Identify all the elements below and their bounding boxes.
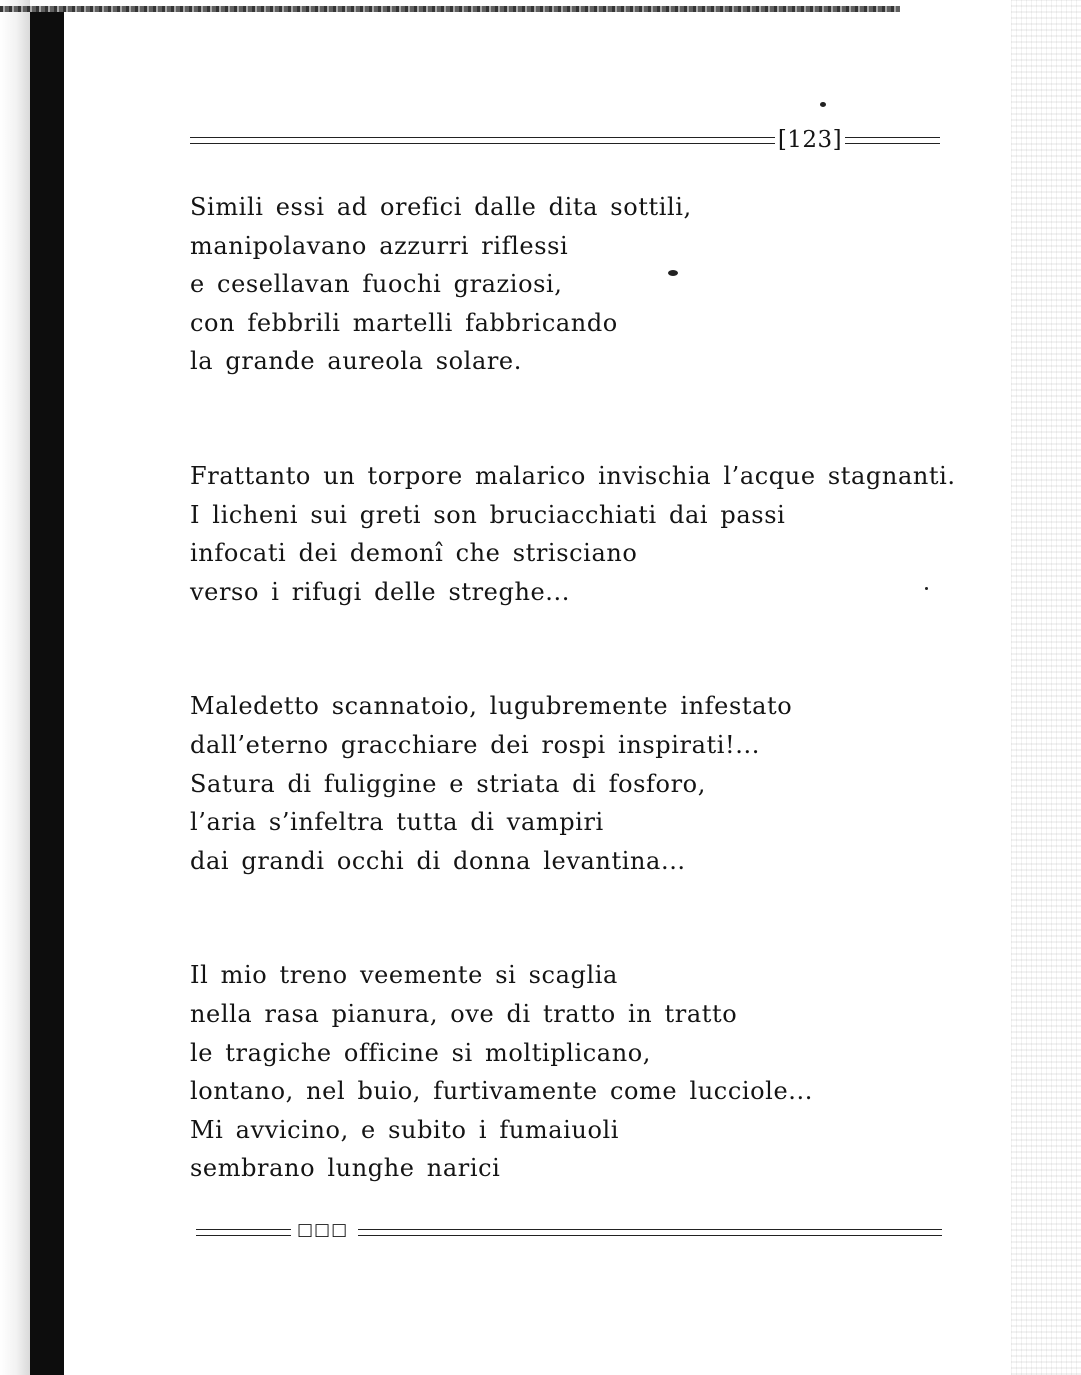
verse-line: con febbrili martelli fabbricando xyxy=(190,308,618,337)
page-header xyxy=(190,128,940,152)
verse-line: la grande aureola solare. xyxy=(190,347,522,376)
verse-line: l’aria s’infeltra tutta di vampiri xyxy=(190,808,604,837)
header-rule-left xyxy=(190,137,775,144)
page-footer xyxy=(196,1220,942,1240)
verse-line: manipolavano azzurri riflessi xyxy=(190,231,569,260)
verse-line: Frattanto un torpore malarico invischia l’acque stagnanti. xyxy=(190,461,956,490)
stanza-3 xyxy=(190,687,950,880)
verse-line: le tragiche officine si moltiplicano, xyxy=(190,1038,652,1067)
poem-text xyxy=(190,188,956,1188)
stanza-1 xyxy=(190,188,950,381)
verse-line: infocati dei demonî che strisciano xyxy=(190,539,638,568)
verse-line: Maledetto scannatoio, lugubremente infestato xyxy=(190,692,793,721)
verse-line: nella rasa pianura, ove di tratto in tratto xyxy=(190,999,738,1028)
verse-line: dai grandi occhi di donna levantina... xyxy=(190,846,686,875)
book-binding-edge xyxy=(30,12,64,1375)
footer-rule-left xyxy=(196,1229,291,1236)
verse-line: Il mio treno veemente si scaglia xyxy=(190,961,618,990)
page-number: [123] xyxy=(777,127,843,153)
verse-line: lontano, nel buio, furtivamente come lucciole... xyxy=(190,1077,813,1106)
verse-line: sembrano lunghe narici xyxy=(190,1154,501,1183)
verse-line: verso i rifugi delle streghe... xyxy=(190,577,570,606)
ink-speck xyxy=(820,102,826,107)
header-rule-right xyxy=(845,137,940,144)
footer-ornament: □□□ xyxy=(297,1220,349,1240)
stanza-2 xyxy=(190,457,956,611)
stanza-4 xyxy=(190,956,950,1188)
verse-line: I licheni sui greti son bruciacchiati dai passi xyxy=(190,500,786,529)
scan-artifact-top xyxy=(0,6,900,12)
verse-line: Simili essi ad orefici dalle dita sottili, xyxy=(190,193,692,221)
verse-line: Satura di fuliggine e striata di fosforo, xyxy=(190,769,706,798)
scan-noise-right xyxy=(1011,0,1081,1375)
verse-line: Mi avvicino, e subito i fumaiuoli xyxy=(190,1115,620,1144)
verse-line: dall’eterno gracchiare dei rospi inspirati!... xyxy=(190,730,760,759)
binding-shadow xyxy=(0,0,30,1375)
footer-rule-right xyxy=(358,1229,942,1236)
verse-line: e cesellavan fuochi graziosi, xyxy=(190,270,563,299)
